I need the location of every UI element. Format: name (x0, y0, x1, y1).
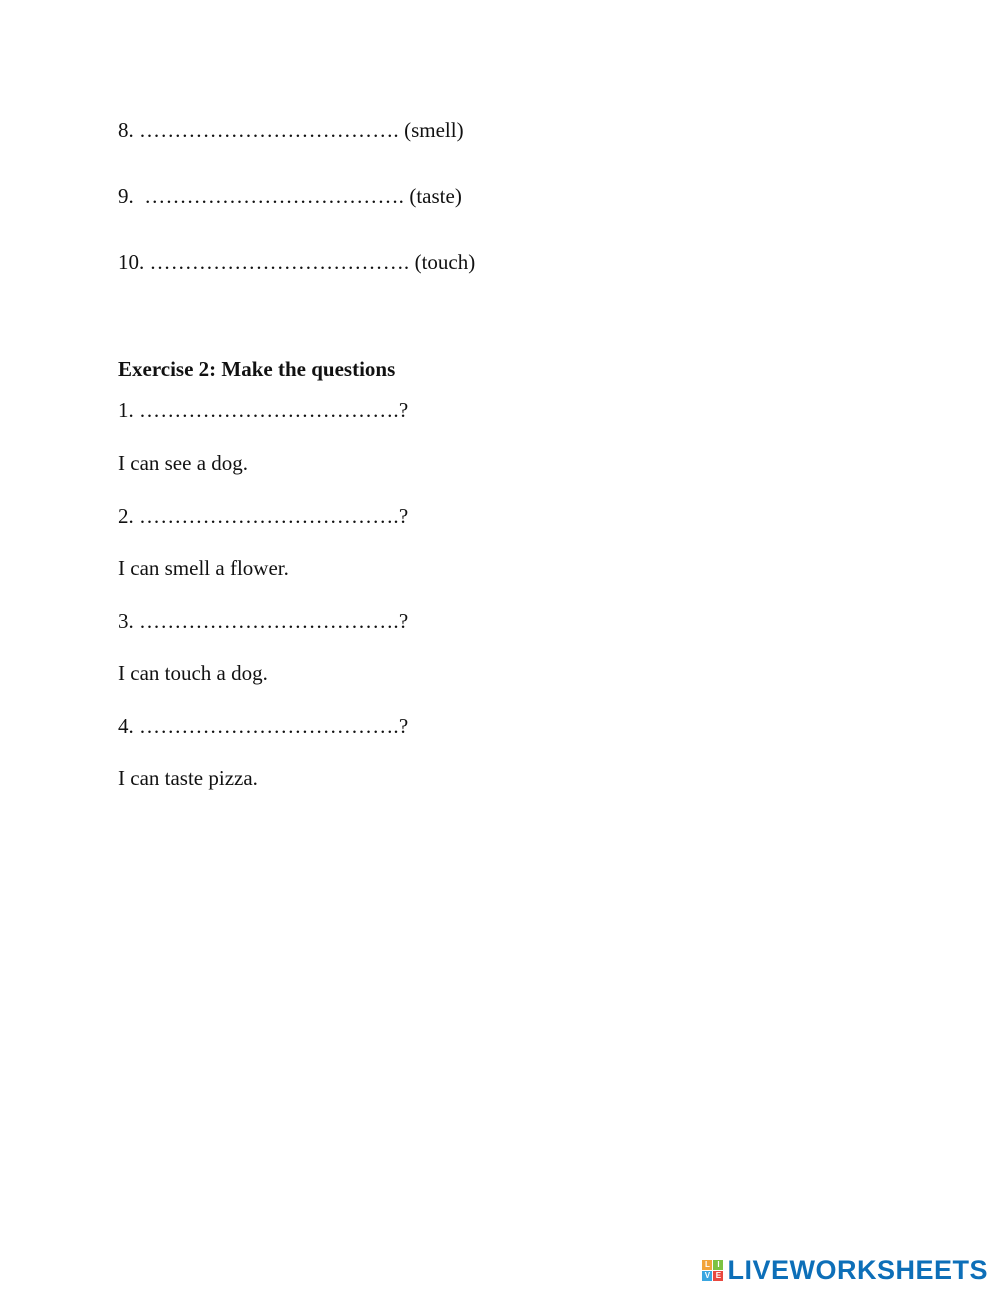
exercise2-question-3 (118, 609, 408, 633)
question-blank[interactable]: ……………………………….? (139, 504, 409, 528)
item-number: 3. (118, 609, 134, 633)
exercise1-item-9 (118, 184, 462, 208)
exercise2-answer-4: I can taste pizza. (118, 766, 258, 790)
answer-blank[interactable]: ………………………………. (149, 250, 410, 274)
exercise2-question-2 (118, 504, 408, 528)
logo-mark-icon (702, 1260, 723, 1281)
exercise2-answer-3: I can touch a dog. (118, 661, 268, 685)
question-blank[interactable]: ……………………………….? (139, 398, 409, 422)
item-number: 2. (118, 504, 134, 528)
logo-mark-letter: I (713, 1260, 723, 1270)
exercise1-item-10 (118, 250, 475, 274)
logo-mark-letter: V (702, 1271, 712, 1281)
logo-text: LIVEWORKSHEETS (727, 1254, 988, 1285)
exercise2-question-4 (118, 714, 408, 738)
exercise2-answer-1: I can see a dog. (118, 451, 249, 475)
exercise1-item-8 (118, 118, 464, 142)
exercise2-question-1 (118, 398, 408, 422)
item-hint: (taste) (409, 184, 462, 208)
exercise2-answer-2: I can smell a flower. (118, 556, 289, 580)
exercise2-title: Exercise 2: Make the questions (118, 357, 396, 381)
item-number: 1. (118, 398, 134, 422)
item-number: 9. (118, 184, 139, 208)
item-number: 4. (118, 714, 134, 738)
item-hint: (smell) (404, 118, 464, 142)
item-hint: (touch) (414, 250, 476, 274)
answer-blank[interactable]: ………………………………. (139, 118, 399, 142)
question-blank[interactable]: ……………………………….? (139, 609, 409, 633)
answer-blank[interactable]: ………………………………. (144, 184, 405, 208)
logo-mark-letter: L (702, 1260, 712, 1270)
item-number: 8. (118, 118, 134, 142)
item-number: 10. (118, 250, 145, 274)
question-blank[interactable]: ……………………………….? (139, 714, 409, 738)
logo-mark-letter: E (713, 1271, 723, 1281)
liveworksheets-logo (702, 1255, 988, 1285)
